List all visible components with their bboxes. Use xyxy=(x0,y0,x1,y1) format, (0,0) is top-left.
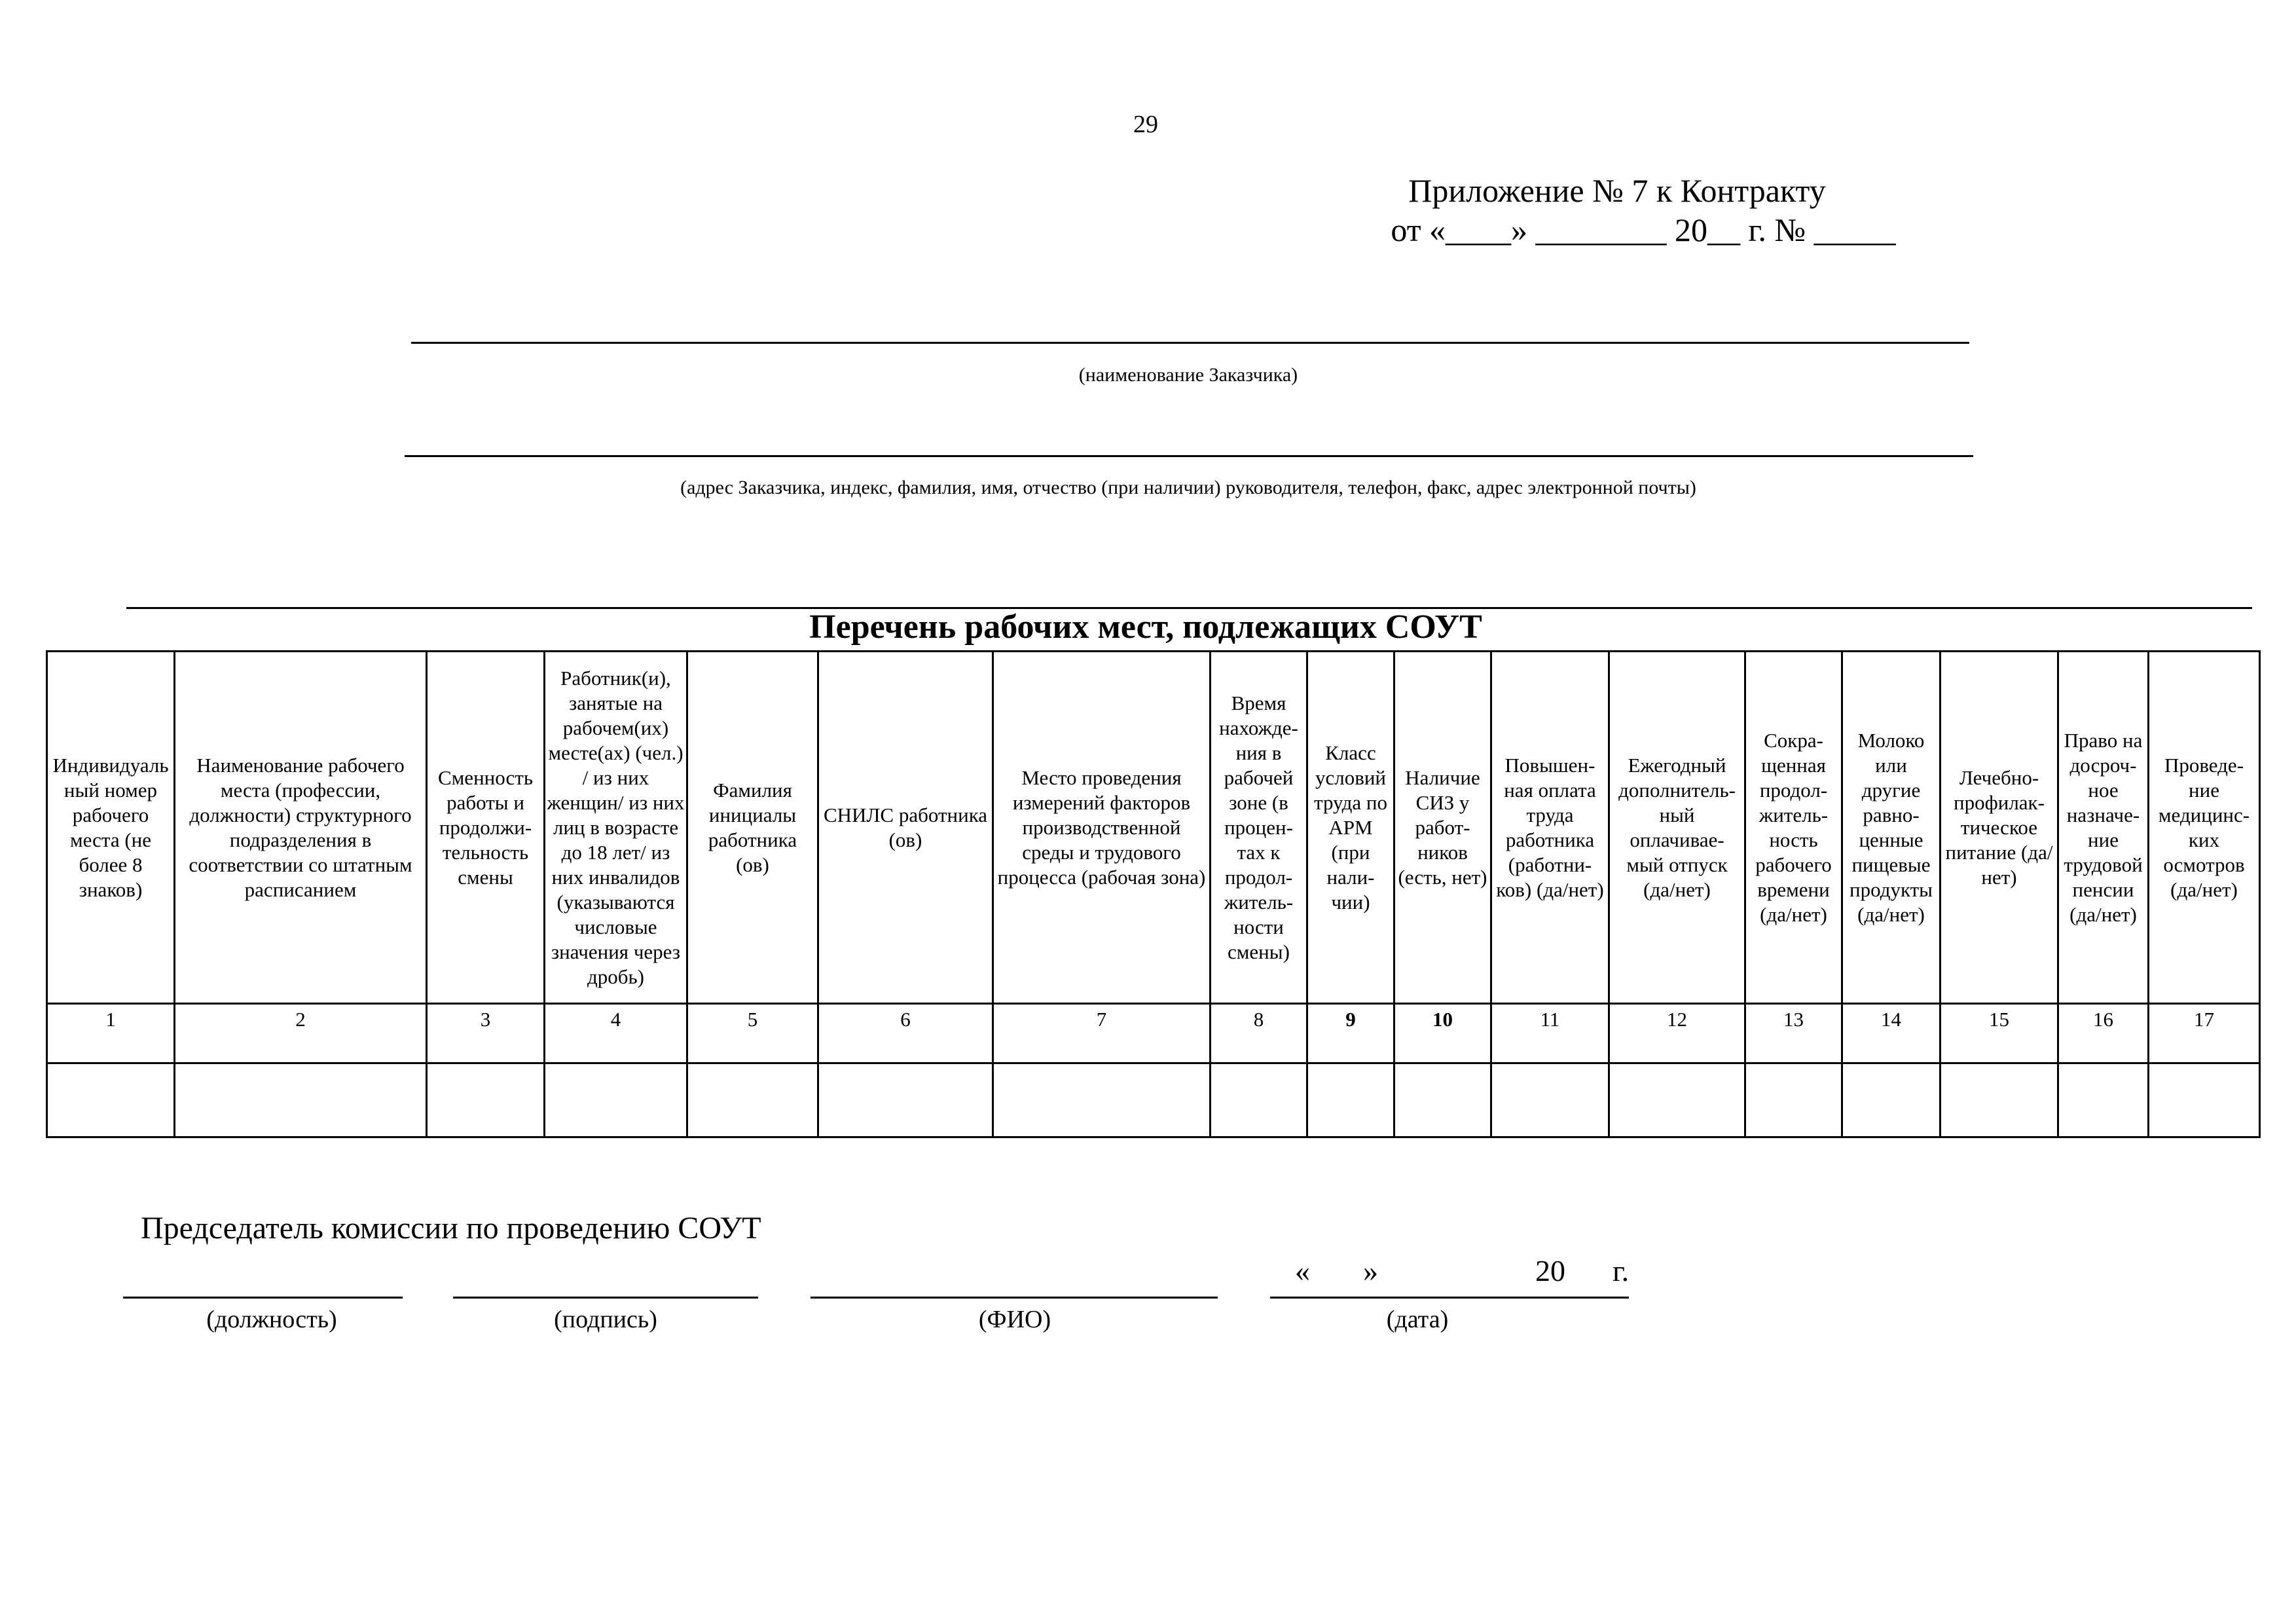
signature-line[interactable] xyxy=(453,1297,758,1299)
date-open-quote: « xyxy=(1295,1254,1310,1287)
table-cell[interactable] xyxy=(1394,1063,1491,1137)
table-cell[interactable] xyxy=(1745,1063,1842,1137)
chairman-label: Председатель комиссии по проведению СОУТ xyxy=(141,1211,761,1246)
column-header-additional-leave: Ежегодный дополнитель-ный оплачивае-мый отпуск (да/нет) xyxy=(1609,652,1745,1004)
column-header-reduced-hours: Сокра-щенная продол-житель-ность рабочего времени (да/нет) xyxy=(1745,652,1842,1004)
column-header-shift: Сменность работы и продолжи-тельность смены xyxy=(427,652,545,1004)
table-cell[interactable] xyxy=(175,1063,427,1137)
column-number: 8 xyxy=(1211,1004,1307,1063)
column-numbers-row xyxy=(47,1004,2260,1063)
column-header-therapeutic-nutrition: Лечебно-профилак-тическое питание (да/нет) xyxy=(1941,652,2058,1004)
column-number: 5 xyxy=(687,1004,818,1063)
table-cell[interactable] xyxy=(818,1063,993,1137)
column-number: 13 xyxy=(1745,1004,1842,1063)
table-row xyxy=(47,1063,2260,1137)
column-header-increased-pay: Повышен-ная оплата труда работника (работни-ков) (да/нет) xyxy=(1491,652,1609,1004)
column-header-snils: СНИЛС работника (ов) xyxy=(818,652,993,1004)
column-number: 1 xyxy=(47,1004,175,1063)
column-header-medical-exams: Проведе-ние медицинс-ких осмотров (да/нет) xyxy=(2149,652,2260,1004)
column-number: 16 xyxy=(2058,1004,2149,1063)
date-caption: (дата) xyxy=(1386,1306,1449,1333)
table-cell[interactable] xyxy=(2058,1063,2149,1137)
appendix-date-line: от «____» ________ 20__ г. № _____ xyxy=(1391,212,1896,248)
column-header-worker-names: Фамилия инициалы работника (ов) xyxy=(687,652,818,1004)
column-number: 6 xyxy=(818,1004,993,1063)
customer-address-line[interactable] xyxy=(405,455,1973,457)
table-cell[interactable] xyxy=(1941,1063,2058,1137)
table-title: Перечень рабочих мест, подлежащих СОУТ xyxy=(809,608,1482,646)
column-header-time-in-zone: Время нахожде-ния в рабочей зоне (в процен-тах к продол-житель-ности смены) xyxy=(1211,652,1307,1004)
table-cell[interactable] xyxy=(1842,1063,1941,1137)
workplaces-table xyxy=(46,650,2261,1138)
table-cell[interactable] xyxy=(1491,1063,1609,1137)
column-header-early-pension: Право на досроч-ное назначе-ние трудовой пенсии (да/нет) xyxy=(2058,652,2149,1004)
column-number: 2 xyxy=(175,1004,427,1063)
table-cell[interactable] xyxy=(2149,1063,2260,1137)
column-number: 12 xyxy=(1609,1004,1745,1063)
table-cell[interactable] xyxy=(47,1063,175,1137)
column-header-milk: Молоко или другие равно-ценные пищевые продукты (да/нет) xyxy=(1842,652,1941,1004)
column-header-work-conditions-class: Класс условий труда по АРМ (при нали-чии) xyxy=(1307,652,1394,1004)
column-number: 3 xyxy=(427,1004,545,1063)
column-number: 14 xyxy=(1842,1004,1941,1063)
table-cell[interactable] xyxy=(993,1063,1211,1137)
page-number: 29 xyxy=(1133,111,1158,138)
customer-name-line[interactable] xyxy=(411,342,1969,344)
position-caption: (должность) xyxy=(206,1306,337,1333)
table-cell[interactable] xyxy=(1609,1063,1745,1137)
table-cell[interactable] xyxy=(427,1063,545,1137)
date-year: 20 xyxy=(1535,1254,1565,1287)
column-number: 4 xyxy=(545,1004,687,1063)
column-header-measurement-place: Место проведения измерений факторов производственной среды и трудового процесса (рабочая зона) xyxy=(993,652,1211,1004)
date-year-suffix: г. xyxy=(1613,1254,1630,1287)
appendix-title: Приложение № 7 к Контракту xyxy=(1408,172,1826,209)
date-line[interactable] xyxy=(1270,1297,1629,1299)
column-number: 17 xyxy=(2149,1004,2260,1063)
column-header-workers-count: Работник(и), занятые на рабочем(их) месте(ах) (чел.) / из них женщин/ из них лиц в возрасте до 18 лет/ из них инвалидов (указываются числовые значения через дробь) xyxy=(545,652,687,1004)
column-number: 11 xyxy=(1491,1004,1609,1063)
full-name-line[interactable] xyxy=(811,1297,1218,1299)
customer-name-caption: (наименование Заказчика) xyxy=(1078,364,1298,386)
full-name-caption: (ФИО) xyxy=(978,1306,1051,1333)
column-number: 9 xyxy=(1307,1004,1394,1063)
signature-caption: (подпись) xyxy=(554,1306,657,1333)
date-close-quote: » xyxy=(1363,1254,1378,1287)
customer-address-caption: (адрес Заказчика, индекс, фамилия, имя, отчество (при наличии) руководителя, телефон, факс, адрес электронной почты) xyxy=(680,477,1696,498)
column-number: 7 xyxy=(993,1004,1211,1063)
column-number: 15 xyxy=(1941,1004,2058,1063)
position-line[interactable] xyxy=(123,1297,403,1299)
column-header-ppe: Наличие СИЗ у работ-ников (есть, нет) xyxy=(1394,652,1491,1004)
column-number: 10 xyxy=(1394,1004,1491,1063)
table-cell[interactable] xyxy=(1211,1063,1307,1137)
table-header-row xyxy=(47,652,2260,1004)
table-cell[interactable] xyxy=(687,1063,818,1137)
table-cell[interactable] xyxy=(1307,1063,1394,1137)
column-header-workplace-number: Индивидуальный номер рабочего места (не более 8 знаков) xyxy=(47,652,175,1004)
table-cell[interactable] xyxy=(545,1063,687,1137)
column-header-workplace-name: Наименование рабочего места (профессии, должности) структурного подразделения в соответствии со штатным расписанием xyxy=(175,652,427,1004)
